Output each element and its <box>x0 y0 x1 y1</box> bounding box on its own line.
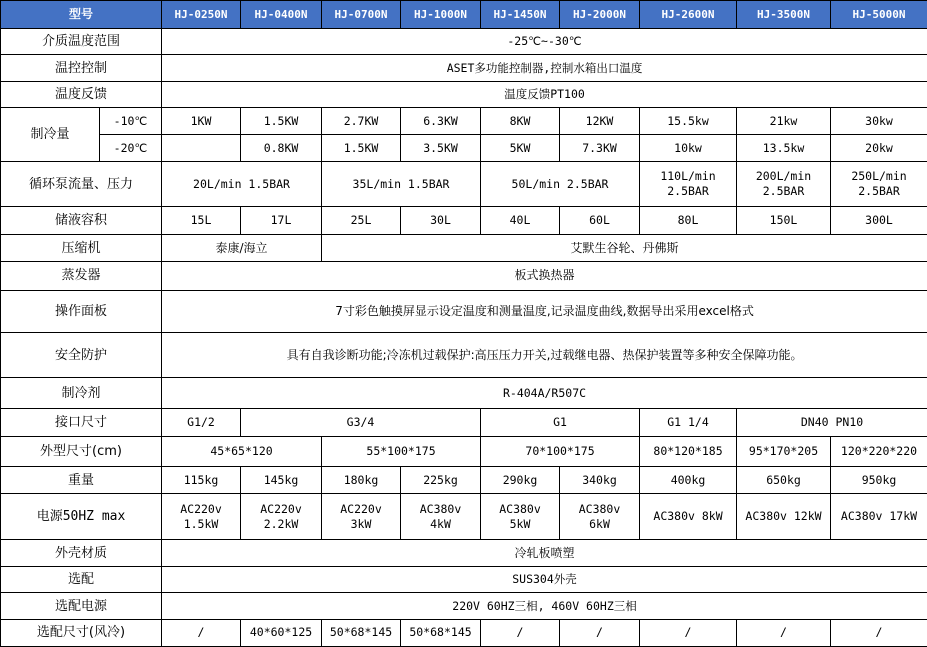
row-label: 压缩机 <box>1 235 162 262</box>
row-label: 制冷剂 <box>1 378 162 408</box>
cell-value: SUS304外壳 <box>162 567 927 593</box>
cell-value: G1/2 <box>162 408 241 436</box>
table-row <box>1 593 927 619</box>
cell-value: 70*100*175 <box>481 436 640 466</box>
cell-value: 具有自我诊断功能;冷冻机过载保护:高压压力开关,过载继电器、热保护装置等多种安全保障功能。 <box>162 333 927 378</box>
cell-value <box>481 494 560 539</box>
cell-value: / <box>560 619 640 646</box>
row-label: 温度反馈 <box>1 81 162 107</box>
cell-value: AC380v 17kW <box>831 494 927 539</box>
cell-value: 35L/min 1.5BAR <box>322 162 481 206</box>
cell-value: 冷轧板喷塑 <box>162 539 927 566</box>
row-label: 蒸发器 <box>1 262 162 290</box>
cell-value: 20kw <box>831 135 927 162</box>
cell-value <box>241 494 322 539</box>
model-header: HJ-5000N <box>831 1 927 29</box>
table-row <box>1 29 927 55</box>
cell-line: AC380v <box>578 501 621 516</box>
cell-value: 30kw <box>831 107 927 134</box>
cell-value: 12KW <box>560 107 640 134</box>
row-label: 介质温度范围 <box>1 29 162 55</box>
cooling-temp: -10℃ <box>100 107 162 134</box>
model-header: HJ-2000N <box>560 1 640 29</box>
table-row <box>1 333 927 378</box>
cell-value: 225kg <box>401 467 481 494</box>
cell-value: / <box>831 619 927 646</box>
cell-value: G1 1/4 <box>640 408 737 436</box>
cell-value: 7寸彩色触摸屏显示设定温度和测量温度,记录温度曲线,数据导出采用excel格式 <box>162 290 927 332</box>
table-row <box>1 567 927 593</box>
cell-value: 115kg <box>162 467 241 494</box>
cell-value: 7.3KW <box>560 135 640 162</box>
cell-value: ASET多功能控制器,控制水箱出口温度 <box>162 55 927 81</box>
cell-value: 220V 60HZ三相, 460V 60HZ三相 <box>162 593 927 619</box>
cell-value: 80*120*185 <box>640 436 737 466</box>
cell-value: 板式换热器 <box>162 262 927 290</box>
table-row <box>1 107 927 134</box>
cell-value <box>640 162 737 206</box>
cell-value: 50*68*145 <box>401 619 481 646</box>
cell-line: 5kW <box>509 516 531 531</box>
model-header: HJ-2600N <box>640 1 737 29</box>
row-label: 外壳材质 <box>1 539 162 566</box>
cell-value <box>401 494 481 539</box>
table-row <box>1 619 927 646</box>
cell-value: 50L/min 2.5BAR <box>481 162 640 206</box>
row-label: 操作面板 <box>1 290 162 332</box>
table-row <box>1 235 927 262</box>
table-row <box>1 436 927 466</box>
row-label: 电源50HZ max <box>1 494 162 539</box>
cell-value: 60L <box>560 206 640 234</box>
cell-value: DN40 PN10 <box>737 408 927 436</box>
cell-line: AC380v <box>499 501 541 516</box>
cell-value: / <box>640 619 737 646</box>
cell-value: 80L <box>640 206 737 234</box>
cell-line: 250L/min <box>851 169 907 184</box>
cell-value: 6.3KW <box>401 107 481 134</box>
model-header: HJ-1000N <box>401 1 481 29</box>
cell-line: AC220v <box>260 501 302 516</box>
row-label: 选配尺寸(风冷) <box>1 619 162 646</box>
cell-value: 290kg <box>481 467 560 494</box>
cell-value: 13.5kw <box>737 135 831 162</box>
cell-value: 650kg <box>737 467 831 494</box>
table-row <box>1 162 927 206</box>
row-label: 选配电源 <box>1 593 162 619</box>
cell-value: 950kg <box>831 467 927 494</box>
table-row <box>1 290 927 332</box>
cell-value: 温度反馈PT100 <box>162 81 927 107</box>
table-row <box>1 262 927 290</box>
cell-value: 泰康/海立 <box>162 235 322 262</box>
cell-value: / <box>481 619 560 646</box>
cell-line: 2.5BAR <box>762 184 805 199</box>
row-label: 选配 <box>1 567 162 593</box>
cell-value: 1KW <box>162 107 241 134</box>
row-label: 温控控制 <box>1 55 162 81</box>
cell-value: 40L <box>481 206 560 234</box>
cell-value: 300L <box>831 206 927 234</box>
cell-line: AC220v <box>180 501 222 516</box>
cell-value: 21kw <box>737 107 831 134</box>
table-row <box>1 539 927 566</box>
table-row <box>1 494 927 539</box>
cell-value: 8KW <box>481 107 560 134</box>
header-row <box>1 1 927 29</box>
cell-value: 25L <box>322 206 401 234</box>
cell-value: 50*68*145 <box>322 619 401 646</box>
row-label: 储液容积 <box>1 206 162 234</box>
row-label: 重量 <box>1 467 162 494</box>
cell-value: -25℃~-30℃ <box>162 29 927 55</box>
row-label: 安全防护 <box>1 333 162 378</box>
cell-line: 1.5kW <box>183 516 219 531</box>
cell-value: 5KW <box>481 135 560 162</box>
cell-value: 180kg <box>322 467 401 494</box>
cell-value: 95*170*205 <box>737 436 831 466</box>
cell-line: 2.2kW <box>263 516 299 531</box>
cell-value <box>737 162 831 206</box>
model-header: HJ-0700N <box>322 1 401 29</box>
row-label: 循环泵流量、压力 <box>1 162 162 206</box>
cell-value: AC380v 8kW <box>640 494 737 539</box>
cell-line: 6kW <box>589 516 610 531</box>
cooling-temp: -20℃ <box>100 135 162 162</box>
cell-value: R-404A/R507C <box>162 378 927 408</box>
table-row <box>1 81 927 107</box>
row-label: 接口尺寸 <box>1 408 162 436</box>
cell-value <box>560 494 640 539</box>
cell-value: 150L <box>737 206 831 234</box>
cell-line: 2.5BAR <box>858 184 900 199</box>
cell-value: 15L <box>162 206 241 234</box>
cell-value: 15.5kw <box>640 107 737 134</box>
table-row <box>1 408 927 436</box>
cell-value: 400kg <box>640 467 737 494</box>
cell-value: 40*60*125 <box>241 619 322 646</box>
table-row <box>1 135 927 162</box>
cell-value: 30L <box>401 206 481 234</box>
cell-value: 45*65*120 <box>162 436 322 466</box>
cell-value: 1.5KW <box>241 107 322 134</box>
cell-line: 200L/min <box>755 169 812 184</box>
model-header: HJ-3500N <box>737 1 831 29</box>
cell-value <box>322 494 401 539</box>
model-header: HJ-0250N <box>162 1 241 29</box>
cell-value <box>162 135 241 162</box>
cell-value: / <box>162 619 241 646</box>
cell-line: 3kW <box>350 516 372 531</box>
table-row <box>1 55 927 81</box>
table-row <box>1 206 927 234</box>
cell-line: 2.5BAR <box>667 184 709 199</box>
cell-value: / <box>737 619 831 646</box>
model-header: HJ-1450N <box>481 1 560 29</box>
cell-value: 1.5KW <box>322 135 401 162</box>
cell-value: 145kg <box>241 467 322 494</box>
cell-line: 4kW <box>430 516 451 531</box>
cell-value: 2.7KW <box>322 107 401 134</box>
cell-value: 340kg <box>560 467 640 494</box>
cell-value: 艾默生谷轮、丹佛斯 <box>322 235 927 262</box>
cell-value: G1 <box>481 408 640 436</box>
cell-value: 10kw <box>640 135 737 162</box>
row-label: 制冷量 <box>1 107 100 162</box>
cell-line: 110L/min <box>660 169 716 184</box>
model-header: HJ-0400N <box>241 1 322 29</box>
cell-value: AC380v 12kW <box>737 494 831 539</box>
cell-value: 55*100*175 <box>322 436 481 466</box>
cell-value <box>162 494 241 539</box>
cell-value <box>831 162 927 206</box>
cell-line: AC380v <box>419 501 462 516</box>
header-model-label: 型号 <box>1 1 162 29</box>
cell-value: 20L/min 1.5BAR <box>162 162 322 206</box>
cell-line: AC220v <box>340 501 382 516</box>
table-row <box>1 378 927 408</box>
row-label: 外型尺寸(cm) <box>1 436 162 466</box>
table-row <box>1 467 927 494</box>
cell-value: 120*220*220 <box>831 436 927 466</box>
cell-value: 17L <box>241 206 322 234</box>
cell-value: 0.8KW <box>241 135 322 162</box>
cell-value: 3.5KW <box>401 135 481 162</box>
cell-value: G3/4 <box>241 408 481 436</box>
